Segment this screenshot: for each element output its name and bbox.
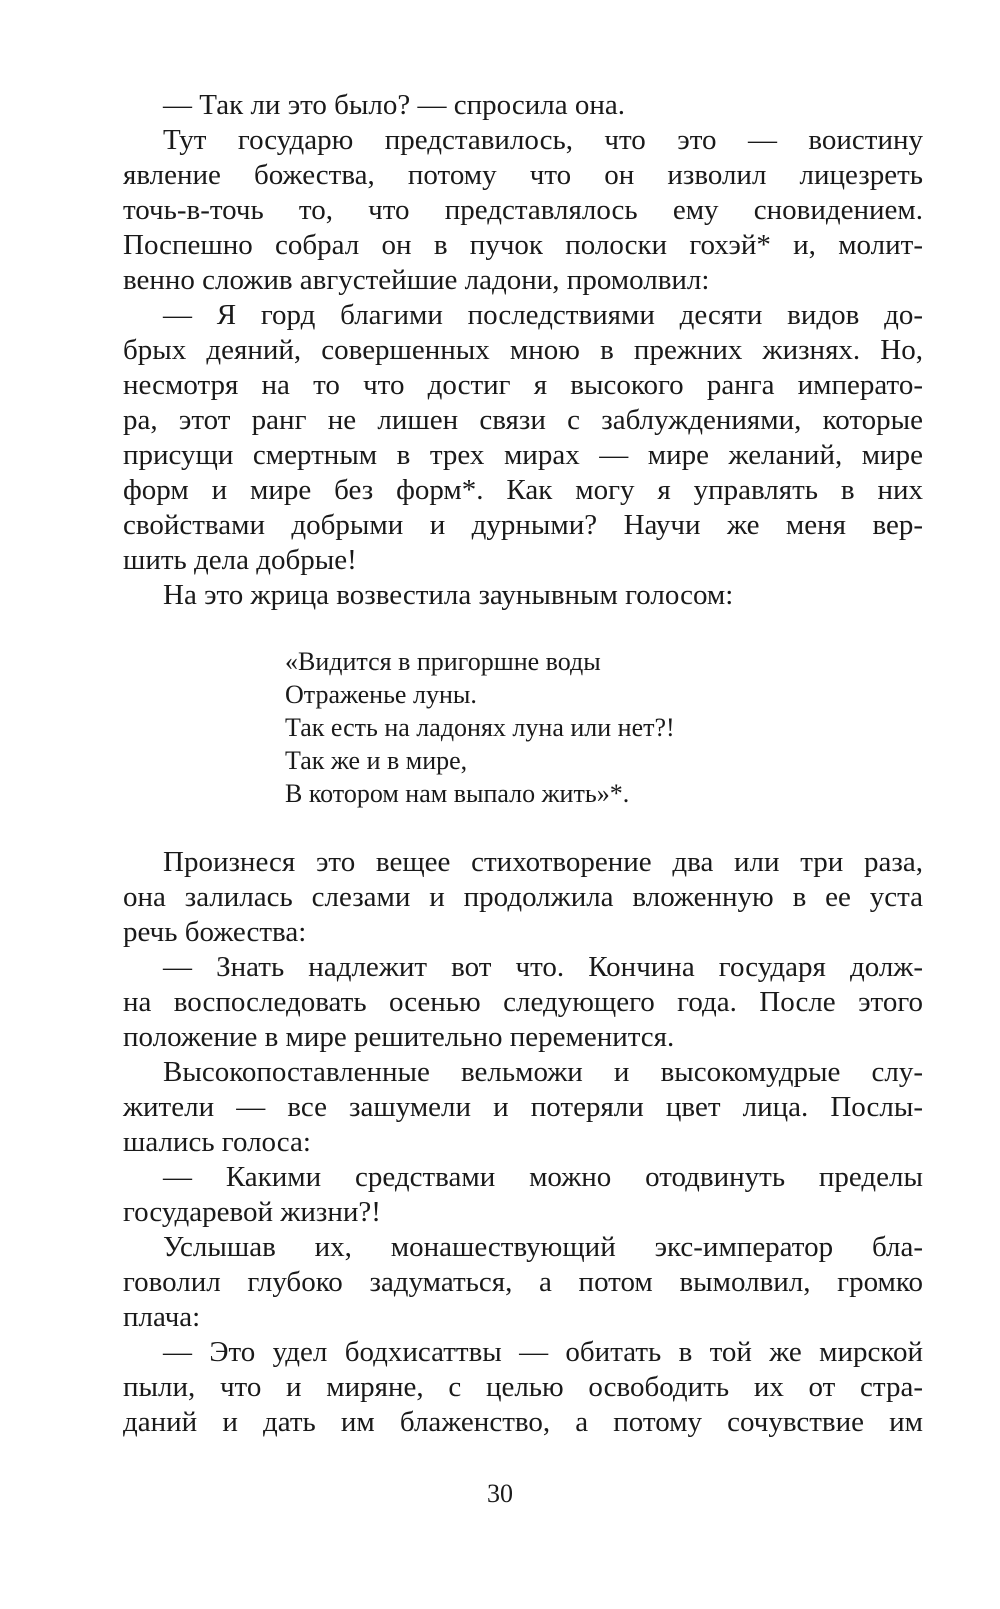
- text-line: ра, этот ранг не лишен связи с заблуждениями, которые: [123, 404, 923, 436]
- text-line: несмотря на то что достиг я высокого ранга императо-: [123, 369, 923, 401]
- text-line: На это жрица возвестила заунывным голосом:: [163, 579, 734, 611]
- poem-line: «Видится в пригоршне воды: [285, 647, 601, 676]
- text-line: Тут государю представилось, что это — воистину: [163, 124, 923, 156]
- text-line: шить дела добрые!: [123, 544, 357, 576]
- poem-line: Отраженье луны.: [285, 680, 477, 709]
- text-line: — Так ли это было? — спросила она.: [163, 89, 626, 121]
- text-line: она залилась слезами и продолжила вложенную в ее уста: [123, 881, 923, 913]
- text-line: речь божества:: [123, 916, 307, 948]
- text-line: на воспоследовать осенью следующего года. После этого: [123, 986, 923, 1018]
- text-line: положение в мире решительно переменится.: [123, 1021, 675, 1053]
- text-line: даний и дать им блаженство, а потому сочувствие им: [123, 1406, 923, 1438]
- poem-line: В котором нам выпало жить»*.: [285, 779, 630, 808]
- text-line: государевой жизни?!: [123, 1196, 381, 1228]
- text-line: — Какими средствами можно отодвинуть пределы: [163, 1161, 923, 1193]
- text-line: явление божества, потому что он изволил лицезреть: [123, 159, 923, 191]
- text-line: — Я горд благими последствиями десяти видов до-: [163, 299, 923, 331]
- poem-line: Так есть на ладонях луна или нет?!: [285, 713, 675, 742]
- text-line: Услышав их, монашествующий экс-император бла-: [163, 1231, 923, 1263]
- poem: [285, 645, 885, 810]
- page-number: 30: [487, 1479, 513, 1508]
- text-line: говолил глубоко задуматься, а потом вымолвил, громко: [123, 1266, 923, 1298]
- text-line: шались голоса:: [123, 1126, 311, 1158]
- text-line: плача:: [123, 1301, 201, 1333]
- text-line: присущи смертным в трех мирах — мире желаний, мире: [123, 439, 923, 471]
- text-block-upper: [123, 88, 923, 613]
- text-block-lower: [123, 845, 923, 1440]
- text-line: — Это удел бодхисаттвы — обитать в той же мирской: [163, 1336, 923, 1368]
- text-line: точь-в-точь то, что представлялось ему сновидением.: [123, 194, 923, 226]
- text-line: венно сложив августейшие ладони, промолвил:: [123, 264, 710, 296]
- text-line: Произнеся это вещее стихотворение два или три раза,: [163, 846, 923, 878]
- text-line: брых деяний, совершенных мною в прежних жизнях. Но,: [123, 334, 923, 366]
- text-line: Поспешно собрал он в пучок полоски гохэй* и, молит-: [123, 229, 923, 261]
- text-line: Высокопоставленные вельможи и высокомудрые слу-: [163, 1056, 923, 1088]
- text-line: пыли, что и миряне, с целью освободить их от стра-: [123, 1371, 923, 1403]
- poem-line: Так же и в мире,: [285, 746, 468, 775]
- text-line: жители — все зашумели и потеряли цвет лица. Послы-: [123, 1091, 923, 1123]
- text-line: форм и мире без форм*. Как могу я управлять в них: [123, 474, 923, 506]
- text-line: свойствами добрыми и дурными? Научи же меня вер-: [123, 509, 923, 541]
- text-line: — Знать надлежит вот что. Кончина государя долж-: [163, 951, 923, 983]
